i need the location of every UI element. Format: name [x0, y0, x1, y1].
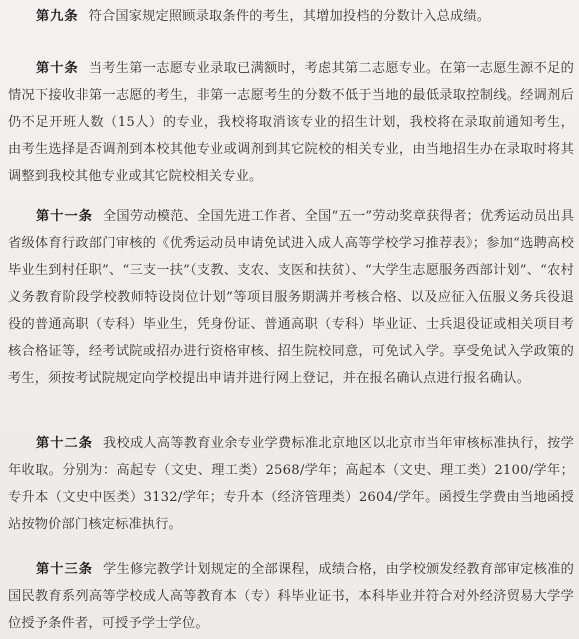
article-11 [8, 203, 574, 392]
article-number: 第十一条 [36, 209, 93, 224]
article-number: 第十二条 [36, 436, 94, 451]
article-text: 我校成人高等教育业余专业学费标准北京地区以北京市当年审核标准执行，按学年收取。分别为：高起专（文史、理工类）2568/学年；高起本（文史、理工类）2100/学年；专升本（文史中医类）3132/学年；专升本（经济管理类）2604/学年。函授生学费由当地函授站按物价部门核定标准执行。 [8, 436, 575, 532]
article-number: 第十条 [36, 61, 79, 76]
article-number: 第九条 [36, 9, 79, 24]
article-text: 符合国家规定照顾录取条件的考生，其增加投档的分数计入总成绩。 [88, 9, 491, 24]
article-number: 第十三条 [36, 562, 94, 577]
article-10 [8, 55, 574, 190]
article-text: 全国劳动模范、全国先进工作者、全国“五一”劳动奖章获得者；优秀运动员出具省级体育行政部门审核的《优秀运动员申请免试进入成人高等学校学习推荐表》；参加“选聘高校毕业生到村任职”、“三支一扶”（支教、支农、支医和扶贫）、“大学生志愿服务西部计划”、“农村义务教育阶段学校教师特设岗位计划”等项目服务期满并考核合格、以及应征入伍服义务兵役退役的普通高职（专科）毕业生，凭身份证、普通高职（专科）毕业证、士兵退役证或相关项目考核合格证等，经考试院或招办进行资格审核、招生院校同意，可免试入学。享受免试入学政策的考生，须按考试院规定向学校提出申请并进行网上登记，并在报名确认点进行报名确认。 [8, 209, 575, 386]
article-text: 当考生第一志愿专业录取已满额时，考虑其第二志愿专业。在第一志愿生源不足的情况下接收非第一志愿的考生，非第一志愿考生的分数不低于当地的最低录取控制线。经调剂后仍不足开班人数（15人）的专业，我校将取消该专业的招生计划，我校将在录取前通知考生，由考生选择是否调剂到本校其他专业或调剂到其它院校的相关专业，由当地招生办在录取时将其调整到我校其他专业或其它院校相关专业。 [8, 61, 574, 184]
article-9 [8, 3, 574, 30]
article-text: 学生修完教学计划规定的全部课程，成绩合格，由学校颁发经教育部审定核准的国民教育系列高等学校成人高等教育本（专）科毕业证书，本科毕业并符合对外经济贸易大学学位授予条件者，可授予学士学位。 [8, 562, 575, 631]
article-12 [8, 430, 574, 538]
article-13 [8, 556, 574, 637]
